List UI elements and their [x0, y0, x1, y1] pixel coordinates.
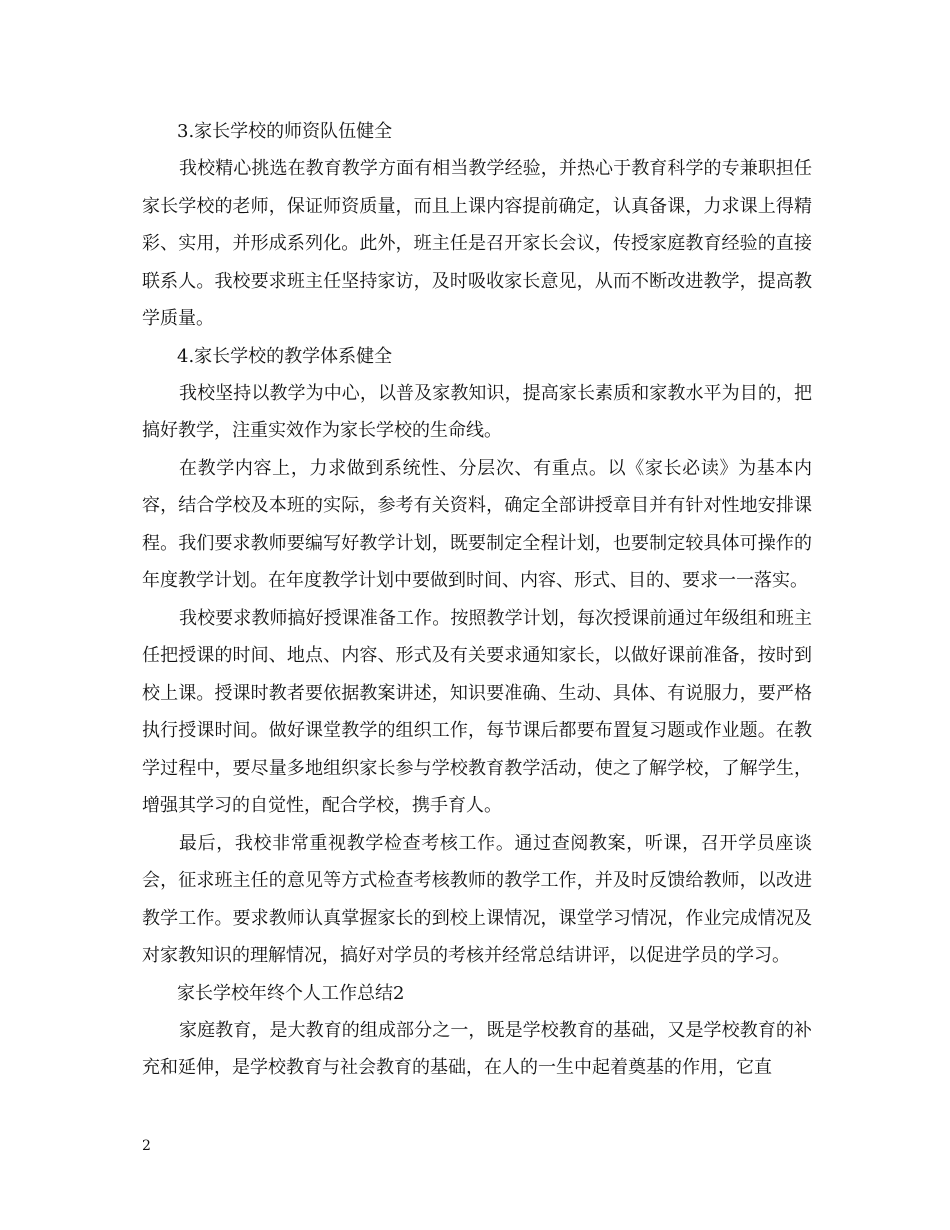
paragraph: 最后，我校非常重视教学检查考核工作。通过查阅教案，听课，召开学员座谈会，征求班主任的意见等方式检查考核教师的教学工作，并及时反馈给教师，以改进教学工作。要求教师认真掌握家长的到校上课情况，课堂学习情况，作业完成情况及对家教知识的理解情况，搞好对学员的考核并经常总结讲评，以促进学员的学习。: [142, 832, 812, 966]
paragraph: 家庭教育，是大教育的组成部分之一，既是学校教育的基础，又是学校教育的补充和延伸，是学校教育与社会教育的基础，在人的一生中起着奠基的作用，它直: [142, 1019, 812, 1078]
section-heading: 3.家长学校的师资队伍健全: [177, 121, 393, 142]
paragraph: 我校精心挑选在教育教学方面有相当教学经验，并热心于教育科学的专兼职担任家长学校的老师，保证师资质量，而且上课内容提前确定，认真备课，力求课上得精彩、实用，并形成系列化。此外，班主任是召开家长会议，传授家庭教育经验的直接联系人。我校要求班主任坚持家访，及时吸收家长意见，从而不断改进教学，提高教学质量。: [142, 158, 812, 329]
section-heading: 4.家长学校的教学体系健全: [177, 345, 393, 367]
paragraph: 在教学内容上，力求做到系统性、分层次、有重点。以《家长必读》为基本内容，结合学校及本班的实际，参考有关资料，确定全部讲授章目并有针对性地安排课程。我们要求教师要编写好教学计划，既要制定全程计划，也要制定较具体可操作的年度教学计划。在年度教学计划中要做到时间、内容、形式、目的、要求一一落实。: [142, 457, 812, 591]
page-number: 2: [142, 1138, 151, 1154]
section-heading: 家长学校年终个人工作总结2: [177, 982, 405, 1004]
paragraph: 我校坚持以教学为中心，以普及家教知识，提高家长素质和家教水平为目的，把搞好教学，注重实效作为家长学校的生命线。: [142, 382, 812, 441]
paragraph: 我校要求教师搞好授课准备工作。按照教学计划，每次授课前通过年级组和班主任把授课的时间、地点、内容、形式及有关要求通知家长，以做好课前准备，按时到校上课。授课时教者要依据教案讲述，知识要准确、生动、具体、有说服力，要严格执行授课时间。做好课堂教学的组织工作，每节课后都要布置复习题或作业题。在教学过程中，要尽量多地组织家长参与学校教育教学活动，使之了解学校，了解学生，增强其学习的自觉性，配合学校，携手育人。: [142, 607, 812, 816]
document-body: [142, 113, 812, 1087]
